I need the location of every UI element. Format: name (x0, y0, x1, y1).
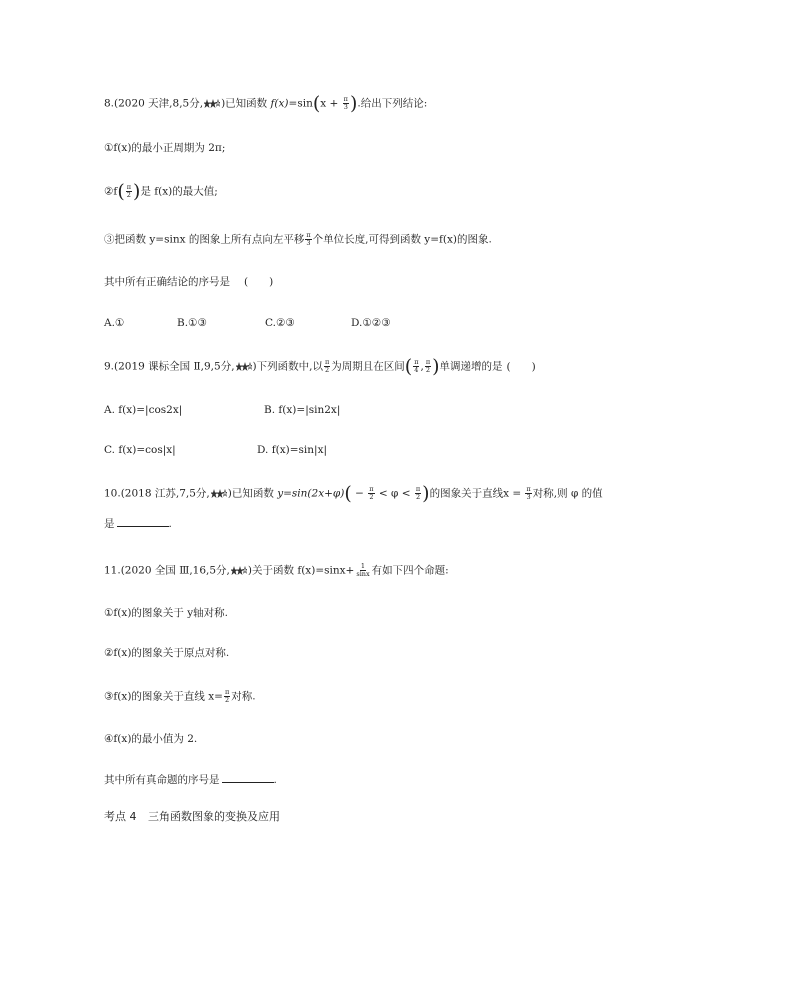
fraction-pi-over-2: $\frac{\pi}{2}$ (425, 358, 431, 374)
fraction-pi-over-4: $\frac{\pi}{4}$ (414, 358, 419, 374)
q8-stem: 8.(2020 天津,8,5分, )已知函数 f(x)=sin(x + $\frac{\pi}{3}$ ).给出下列结论: (104, 92, 428, 115)
section-heading (104, 810, 280, 824)
fraction-pi-over-2: $\frac{\pi}{2}$ (369, 485, 374, 501)
fraction-pi-over-2: $\frac{\pi}{2}$ (415, 485, 421, 501)
q11-proposition-1: ①f(x)的图象关于 y轴对称. (104, 607, 229, 619)
fraction-pi-over-2: $\frac{\pi}{2}$ (126, 183, 132, 199)
option-c[interactable]: C.②③ (265, 317, 295, 329)
q9-stem: 9.(2019 课标全国 Ⅱ,9,5分, )下列函数中,以 $\frac{\pi}{2}$ 为周期且在区间( $\frac{\pi}{4}$ , $\frac{\pi}{2}$ )单调递增的是 ( ) (104, 355, 536, 378)
answer-blank[interactable] (222, 772, 274, 783)
q8-conclusion-3: ③把函数 y=sinx 的图象上所有点向左平移 $\frac{\pi}{3}$ 个单位长度,可得到函数 y=f(x)的图象. (104, 231, 492, 247)
difficulty-star-icon (204, 99, 220, 109)
section-label: 考点 4 (104, 810, 137, 823)
q11-proposition-3: ③f(x)的图象关于直线 x= $\frac{\pi}{2}$ 对称. (104, 688, 256, 704)
section-title: 三角函数图象的变换及应用 (148, 810, 280, 823)
fraction-1-over-sinx: $\frac{1}{\sin x}$ (356, 562, 370, 578)
q11-stem: 11.(2020 全国 Ⅲ,16,5分, )关于函数 f(x)=sinx+ $\frac{1}{\sin x}$ 有如下四个命题: (104, 562, 449, 578)
fraction-pi-over-3: $\frac{\pi}{3}$ (526, 485, 531, 501)
q11-proposition-2: ②f(x)的图象关于原点对称. (104, 647, 230, 659)
fraction-pi-over-2: $\frac{\pi}{2}$ (224, 688, 230, 704)
q9-options-row1 (104, 403, 340, 417)
option-b[interactable]: B. f(x)=|sin2x| (264, 404, 341, 416)
q8-ask: 其中所有正确结论的序号是 ( ) (104, 276, 274, 288)
q8-conclusion-1: ①f(x)的最小正周期为 2π; (104, 142, 226, 154)
q8-conclusion-2: ②f( $\frac{\pi}{2}$ )是 f(x)的最大值; (104, 180, 218, 203)
option-b[interactable]: B.①③ (177, 317, 207, 329)
q9-options-row2 (104, 443, 327, 457)
option-a[interactable]: A. f(x)=|cos2x| (104, 404, 183, 416)
option-d[interactable]: D. f(x)=sin|x| (257, 444, 328, 456)
fraction-pi-over-3: $\frac{\pi}{3}$ (306, 231, 311, 247)
difficulty-star-icon (231, 566, 247, 576)
q10-stem: 10.(2018 江苏,7,5分, )已知函数 y=sin(2x+φ)( − $\frac{\pi}{2}$ < φ < $\frac{\pi}{2}$ )的图象关于直线x = $\frac{\pi}{3}$ 对称,则 φ 的值 (104, 482, 603, 505)
q10-answer-line: 是 . (104, 518, 172, 530)
answer-blank[interactable] (117, 516, 169, 527)
difficulty-star-icon (236, 362, 252, 372)
option-c[interactable]: C. f(x)=cos|x| (104, 444, 176, 456)
fraction-pi-over-3: $\frac{\pi}{3}$ (343, 95, 348, 111)
difficulty-star-icon (211, 489, 227, 499)
fraction-pi-over-2: $\frac{\pi}{2}$ (324, 358, 330, 374)
q11-proposition-4: ④f(x)的最小值为 2. (104, 733, 198, 745)
q11-ask: 其中所有真命题的序号是 . (104, 774, 277, 786)
option-a[interactable]: A.① (104, 317, 125, 329)
option-d[interactable]: D.①②③ (351, 317, 391, 329)
q8-options (104, 316, 391, 330)
